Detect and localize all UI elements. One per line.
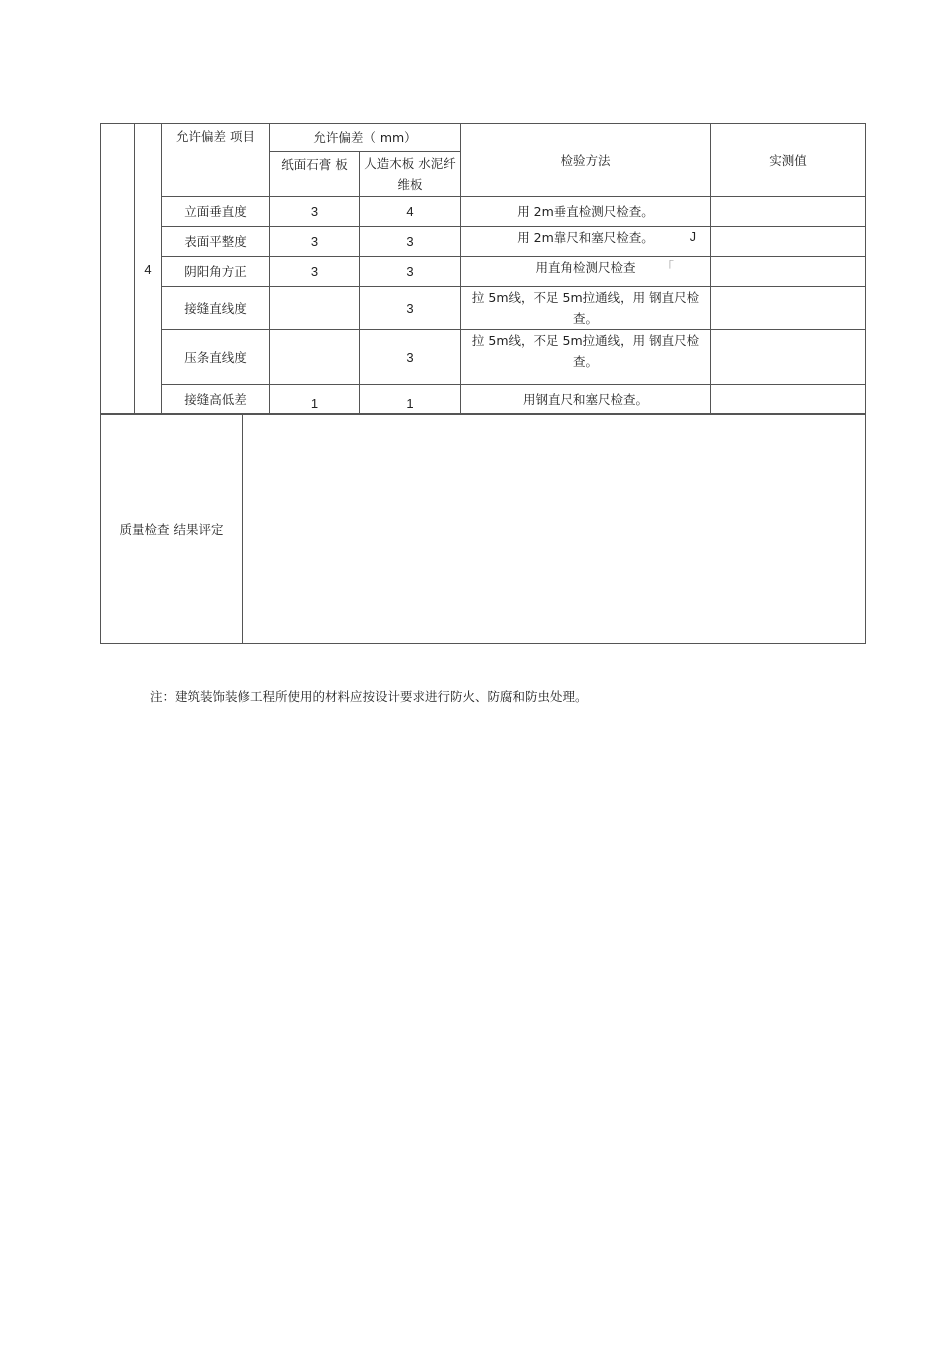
row-method-text: 用 2m垂直检测尺检查。 xyxy=(517,204,654,219)
row-item: 表面平整度 xyxy=(162,227,270,257)
result-content xyxy=(243,414,866,644)
table-row xyxy=(101,287,866,330)
row-method xyxy=(461,197,711,227)
row-value-b: 3 xyxy=(360,330,461,385)
row-method: 拉 5m线，不足 5m拉通线，用 钢直尺检查。 xyxy=(461,287,711,330)
row-measured xyxy=(711,330,866,385)
row-method: 拉 5m线，不足 5m拉通线，用 钢直尺检查。 xyxy=(461,330,711,385)
header-sub-a: 纸面石膏 板 xyxy=(270,152,360,197)
row-item: 立面垂直度 xyxy=(162,197,270,227)
row-method xyxy=(461,227,711,257)
row-value-a xyxy=(270,287,360,330)
header-method: 检验方法 xyxy=(461,124,711,197)
row-method-text: 用 2m靠尺和塞尺检查。 xyxy=(517,230,654,245)
row-value-a: 1 xyxy=(270,385,360,415)
table-row xyxy=(101,330,866,385)
row-value-b: 3 xyxy=(360,287,461,330)
result-label: 质量检查 结果评定 xyxy=(101,414,243,644)
row-measured xyxy=(711,385,866,415)
header-measured: 实测值 xyxy=(711,124,866,197)
row-measured xyxy=(711,227,866,257)
row-mark: 「 xyxy=(661,260,675,274)
row-measured xyxy=(711,287,866,330)
row-value-b: 4 xyxy=(360,197,461,227)
group-number: 4 xyxy=(135,124,162,415)
row-item: 阴阳角方正 xyxy=(162,257,270,287)
table-row xyxy=(101,257,866,287)
row-value-a: 3 xyxy=(270,197,360,227)
row-item: 接缝高低差 xyxy=(162,385,270,415)
row-value-b: 1 xyxy=(360,385,461,415)
table-row xyxy=(101,197,866,227)
table-row xyxy=(101,227,866,257)
row-item: 接缝直线度 xyxy=(162,287,270,330)
row-value-a xyxy=(270,330,360,385)
header-tolerance: 允许偏差（ mm） xyxy=(270,124,461,152)
quality-result-table xyxy=(100,413,866,644)
outer-index-cell xyxy=(101,124,135,415)
row-value-a: 3 xyxy=(270,257,360,287)
row-value-b: 3 xyxy=(360,227,461,257)
header-item: 允许偏差 项目 xyxy=(162,124,270,197)
table-row xyxy=(101,385,866,415)
row-method: 用钢直尺和塞尺检查。 xyxy=(461,385,711,415)
row-method xyxy=(461,257,711,287)
footnote: 注：建筑装饰装修工程所使用的材料应按设计要求进行防火、防腐和防虫处理。 xyxy=(150,689,588,704)
header-sub-b: 人造木板 水泥纤维板 xyxy=(360,152,461,197)
row-measured xyxy=(711,197,866,227)
tolerance-table xyxy=(100,123,866,415)
row-value-a: 3 xyxy=(270,227,360,257)
row-method-text: 用直角检测尺检查 xyxy=(535,260,636,275)
row-measured xyxy=(711,257,866,287)
row-item: 压条直线度 xyxy=(162,330,270,385)
row-mark: J xyxy=(689,230,697,244)
row-value-b: 3 xyxy=(360,257,461,287)
